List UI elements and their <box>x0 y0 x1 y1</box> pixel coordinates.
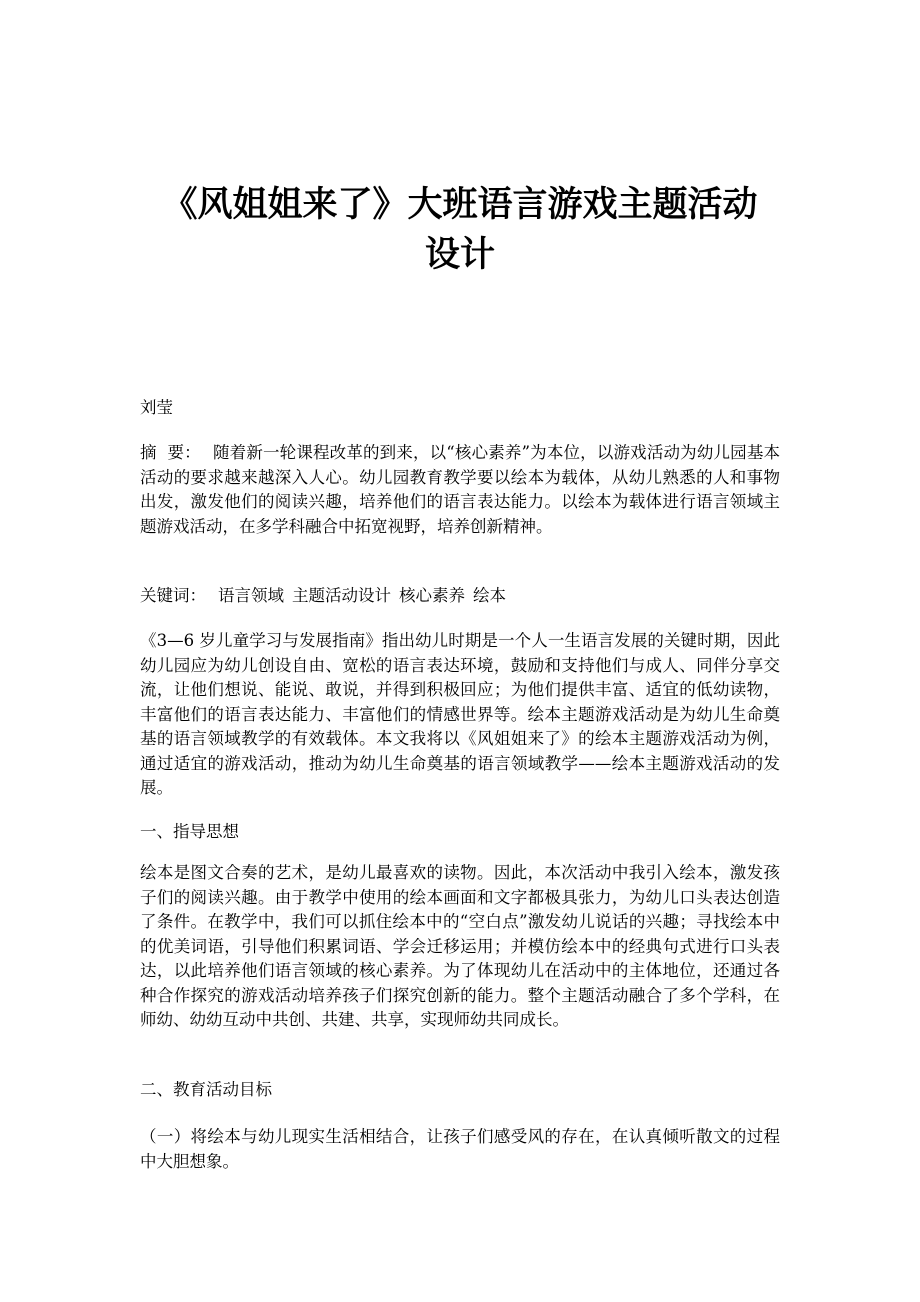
keyword-item: 核心素养 <box>399 586 465 605</box>
keyword-item: 主题活动设计 <box>292 586 391 605</box>
document-title <box>130 180 790 280</box>
keyword-item: 语言领域 <box>218 586 284 605</box>
section-2-heading: 二、教育活动目标 <box>140 1080 272 1099</box>
keywords-label: 关键词： <box>140 586 206 605</box>
title-line-1: 《风姐姐来了》大班语言游戏主题活动 <box>162 184 758 225</box>
intro-paragraph: 《3—6 岁儿童学习与发展指南》指出幼儿时期是一个人一生语言发展的关键时期，因此幼儿园应为幼儿创设自由、宽松的语言表达环境，鼓励和支持他们与成人、同伴分享交流，让他们想说、能说、敢说，并得到积极回应；为他们提供丰富、适宜的低幼读物，丰富他们的语言表达能力、丰富他们的情感世界等。绘本主题游戏活动是为幼儿生命奠基的语言领域教学的有效载体。本文我将以《风姐姐来了》的绘本主题游戏活动为例，通过适宜的游戏活动，推动为幼儿生命奠基的语言领域教学——绘本主题游戏活动的发展。 <box>140 631 780 797</box>
abstract-text: 随着新一轮课程改革的到来，以“核心素养”为本位，以游戏活动为幼儿园基本活动的要求越来越深入人心。幼儿园教育教学要以绘本为载体，从幼儿熟悉的人和事物出发，激发他们的阅读兴趣，培养他们的语言表达能力。以绘本为载体进行语言领域主题游戏活动，在多学科融合中拓宽视野，培养创新精神。 <box>140 443 780 536</box>
section-2-item-1: （一）将绘本与幼儿现实生活相结合，让孩子们感受风的存在，在认真倾听散文的过程中大胆想象。 <box>140 1127 780 1171</box>
author-name: 刘莹 <box>140 398 173 417</box>
keywords-line <box>140 584 780 609</box>
section-1-heading: 一、指导思想 <box>140 822 239 841</box>
section-1-body: 绘本是图文合奏的艺术，是幼儿最喜欢的读物。因此，本次活动中我引入绘本，激发孩子们的阅读兴趣。由于教学中使用的绘本画面和文字都极具张力，为幼儿口头表达创造了条件。在教学中，我们可以抓住绘本中的“空白点”激发幼儿说话的兴趣；寻找绘本中的优美词语，引导他们积累词语、学会迁移运用；并模仿绘本中的经典句式进行口头表达，以此培养他们语言领域的核心素养。为了体现幼儿在活动中的主体地位，还通过各种合作探究的游戏活动培养孩子们探究创新的能力。整个主题活动融合了多个学科，在师幼、幼幼互动中共创、共建、共享，实现师幼共同成长。 <box>140 863 780 1029</box>
title-line-2: 设计 <box>424 234 495 275</box>
abstract-paragraph <box>140 441 780 539</box>
abstract-label: 摘 要： <box>140 443 201 462</box>
keyword-item: 绘本 <box>473 586 506 605</box>
